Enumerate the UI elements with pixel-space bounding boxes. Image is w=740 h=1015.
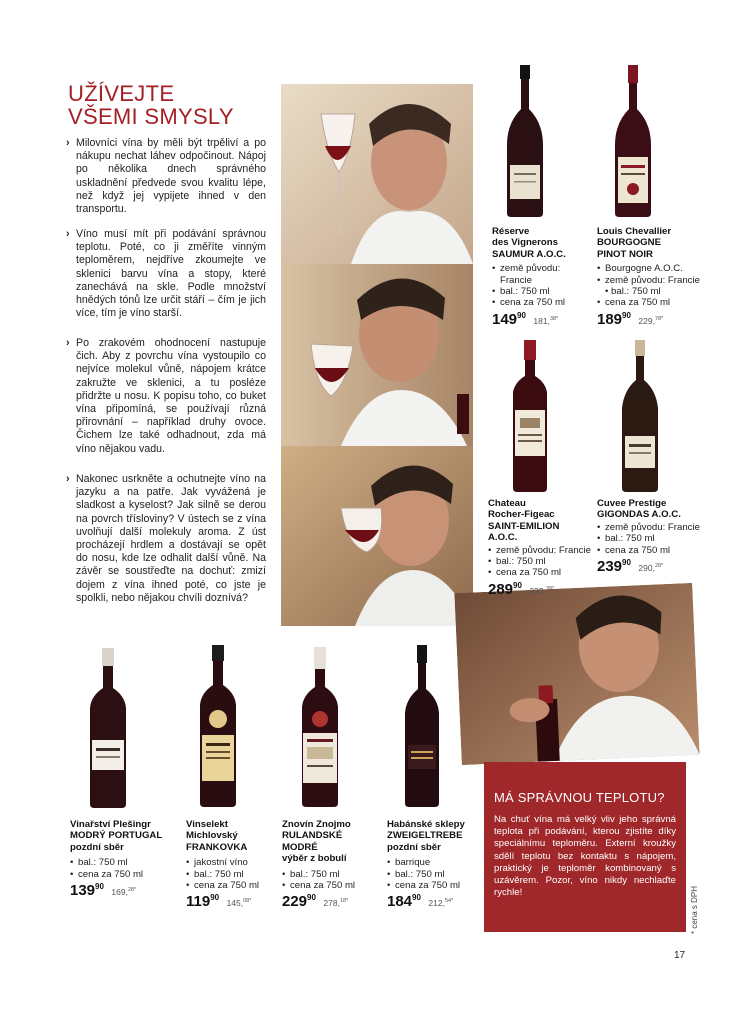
- price-value: 139: [70, 882, 96, 900]
- intro-paragraph: [66, 473, 266, 605]
- product-details: [492, 263, 592, 309]
- price-decimals: 90: [513, 580, 522, 590]
- detail-origin: • země původu: Francie: [488, 545, 592, 556]
- detail-price-unit: • cena za 750 ml: [387, 880, 485, 891]
- arrow-bullet-icon: ›: [66, 337, 70, 349]
- product-name-line: SAINT-EMILION: [488, 520, 560, 532]
- bottle-frankovka: [198, 645, 238, 807]
- bottle-reserve-saumur: [505, 65, 545, 217]
- product-name-line: PINOT NOIR: [597, 248, 653, 260]
- photo-wine-color: [281, 84, 473, 264]
- bottle-rulandske-modre: [300, 647, 340, 807]
- product-name: [597, 226, 701, 260]
- product-name: [70, 819, 180, 853]
- detail-volume: • bal.: 750 ml: [282, 869, 382, 880]
- price-value: 184: [387, 893, 413, 911]
- intro-text: Milovníci vína by měli být trpěliví a po nákupu nechat láhev odpočinout. Nápoj po několika dnech správného uskladnění předvede svou kvalitu lépe, než když jej vypijete ihned v den transportu.: [76, 137, 266, 216]
- intro-text: Po zrakovém ohodnocení nastupuje čich. Aby z povrchu vína vystoupilo co nejvíce molekul vůně, nápojem krátce zakružte ve sklenici, a tu posléze přidržte u nosu. K popisu toho, co buket vína připomíná, se používají různá přirovnání – například druhy ovoce. Čichem lze také odhadnout, zda má víno nějakou vadu.: [76, 337, 266, 455]
- product-name-line: des Vignerons: [492, 237, 558, 249]
- old-price: 169,: [111, 887, 128, 898]
- product-name-line: ZWEIGELTREBE: [387, 830, 463, 842]
- product-details: [488, 545, 592, 579]
- product-name-line: pozdní sběr: [70, 841, 124, 853]
- product-details: [387, 857, 485, 891]
- bottle-zweigeltrebe: [402, 645, 442, 807]
- price-value: 189: [597, 310, 623, 328]
- old-price: 278,: [323, 898, 340, 909]
- product-plesingr: [70, 819, 180, 900]
- product-name: [387, 819, 485, 853]
- temperature-info-box: [484, 762, 686, 932]
- product-name-line: FRANKOVKA: [186, 841, 248, 853]
- intro-text: Víno musí mít při podávání správnou teplotu. Poté, co ji změříte vinným teploměrem, nejdříve zkoumejte ve sklenici barvu vína a stopy, které zanechává na skle. Podle množství hnědých tónů lze určit stáří – čím je jich více, tím je víno starší.: [76, 228, 266, 320]
- price-tag: [282, 893, 382, 911]
- arrow-bullet-icon: ›: [66, 137, 70, 149]
- detail-origin: • země původu: Francie: [597, 522, 701, 533]
- arrow-bullet-icon: ›: [66, 228, 70, 240]
- price-decimals: 90: [622, 310, 631, 320]
- intro-paragraph: [66, 228, 266, 320]
- product-producer: Habánské sklepy: [387, 819, 465, 830]
- old-price-decimals: 38*: [549, 315, 559, 322]
- detail-volume: • bal.: 750 ml: [488, 556, 592, 567]
- price-tag: [492, 311, 592, 329]
- detail-price-unit: • cena za 750 ml: [70, 869, 180, 880]
- product-znovin: [282, 819, 382, 911]
- product-name-line: A.O.C.: [488, 532, 518, 544]
- old-price: 181,: [533, 315, 550, 326]
- intro-paragraph: [66, 137, 266, 216]
- price-value: 229: [282, 893, 308, 911]
- product-name-line: Réserve: [492, 226, 530, 237]
- bottle-gigondas: [620, 340, 660, 492]
- old-price-decimals: 78*: [654, 315, 664, 322]
- product-name: [492, 226, 592, 260]
- product-reserve: [492, 226, 592, 329]
- detail-appellation: • Bourgogne A.O.C.: [597, 263, 701, 274]
- price-value: 239: [597, 558, 623, 576]
- page-heading: [68, 82, 278, 128]
- detail-volume: • bal.: 750 ml: [387, 869, 485, 880]
- product-name-line: Rocher-Figeac: [488, 509, 555, 521]
- temperature-box-heading: MÁ SPRÁVNOU TEPLOTU?: [494, 790, 665, 805]
- price-value: 289: [488, 580, 514, 598]
- price-decimals: 90: [95, 882, 104, 892]
- detail-price-unit: • cena za 750 ml: [488, 567, 592, 578]
- intro-text: Nakonec usrkněte a ochutnejte víno na jazyku a na patře. Jak vyvážená je sladkost a kyselost? Jak silně se derou na povrch třísloviny? V ústech se z vína uvolňují další molekuly aroma. Z úst procházejí hrdlem a dostávají se opět do nosu, kde lze odhalit další vůně. Na závěr se soustřeďte na dochuť: zmizí dojem z vína ihned poté, co jste je spolkli, nebo nějakou chvíli doznívá?: [76, 473, 266, 604]
- detail-volume: • bal.: 750 ml: [492, 286, 592, 297]
- product-name-line: Louis Chevallier: [597, 226, 672, 237]
- detail-origin-volume: • země původu: Francie • bal.: 750 ml: [597, 275, 701, 298]
- old-price-decimals: 54*: [444, 898, 454, 905]
- arrow-bullet-icon: ›: [66, 473, 70, 485]
- price-tag: [488, 581, 592, 599]
- intro-paragraph: [66, 337, 266, 456]
- old-price-decimals: 38*: [545, 585, 555, 592]
- price-decimals: 90: [622, 558, 631, 568]
- vat-footnote: [686, 868, 702, 938]
- price-decimals: 90: [412, 893, 421, 903]
- detail-origin: • země původu: Francie: [492, 263, 592, 286]
- price-value: 149: [492, 310, 518, 328]
- bottle-chateau-rocher-figeac: [510, 340, 550, 492]
- price-decimals: 90: [210, 893, 220, 903]
- product-producer: Vinařství Plešingr: [70, 819, 151, 830]
- price-tag: [597, 311, 701, 329]
- product-details: [186, 857, 282, 891]
- product-chevallier: [597, 226, 701, 329]
- product-name-line: SAUMUR A.O.C.: [492, 248, 566, 260]
- product-details: [597, 263, 701, 309]
- detail-price-unit: • cena za 750 ml: [282, 880, 382, 891]
- product-vinselekt: [186, 819, 282, 911]
- old-price-decimals: 18*: [339, 898, 349, 905]
- product-chateau: [488, 498, 592, 599]
- product-name: [282, 819, 382, 865]
- detail-volume: • bal.: 750 ml: [597, 533, 701, 544]
- bottle-bourgogne-pinot-noir: [613, 65, 653, 217]
- old-price: 229,: [638, 315, 655, 326]
- price-tag: [186, 893, 282, 911]
- old-price: 290,: [638, 563, 655, 574]
- product-name-line: výběr z bobulí: [282, 853, 347, 865]
- product-details: [597, 522, 701, 556]
- product-name-line: Cuvee Prestige: [597, 498, 667, 509]
- old-price: 212,: [428, 898, 445, 909]
- product-name-line: Chateau: [488, 498, 526, 509]
- detail-price-unit: • cena za 750 ml: [492, 297, 592, 308]
- old-price: 145,: [226, 898, 244, 909]
- product-producer: Znovín Znojmo: [282, 819, 351, 830]
- detail-volume: • bal.: 750 ml: [186, 869, 282, 880]
- product-name-line: GIGONDAS A.O.C.: [597, 509, 681, 521]
- page-number: 17: [674, 950, 686, 961]
- product-habanske: [387, 819, 485, 911]
- detail-quality: • jakostní víno: [186, 857, 282, 868]
- price-tag: [70, 882, 180, 900]
- product-producer: Vinselekt: [186, 819, 228, 830]
- photo-opening-bottle: [454, 580, 699, 765]
- product-name-line: BOURGOGNE: [597, 237, 661, 249]
- product-name-line: pozdní sběr: [387, 841, 441, 853]
- price-tag: [597, 558, 701, 576]
- heading-line-1: UŽÍVEJTE: [68, 81, 175, 106]
- detail-volume: • bal.: 750 ml: [70, 857, 180, 868]
- detail-price-unit: • cena za 750 ml: [597, 545, 701, 556]
- price-decimals: 90: [517, 310, 526, 320]
- vat-footnote-text: * cena s DPH: [690, 885, 699, 934]
- detail-barrique: • barrique: [387, 857, 485, 868]
- old-price-decimals: 08*: [243, 898, 252, 905]
- product-name: [186, 819, 282, 853]
- photo-wine-taste: [281, 446, 473, 626]
- detail-price-unit: • cena za 750 ml: [186, 880, 282, 891]
- price-decimals: 90: [307, 893, 316, 903]
- old-price-decimals: 28*: [654, 563, 664, 570]
- old-price: 333,: [529, 585, 546, 596]
- product-name-line: MODRÝ PORTUGAL: [70, 830, 163, 842]
- product-name-line: MODRÉ: [282, 841, 318, 853]
- heading-line-2: VŠEMI SMYSLY: [68, 104, 234, 129]
- price-tag: [387, 893, 485, 911]
- price-value: 119: [186, 893, 211, 911]
- temperature-box-text: Na chuť vína má velký vliv jeho správná teplota při podávání, kterou zjistíte díky speciálnímu teploměru. Externí kroužky sdělí teplotu bez kontaktu s nápojem, praktický je teploměr kombinovaný s uzávěrem. Pozor, víno nikdy nechlaďte rychle!: [494, 814, 676, 899]
- old-price-decimals: 28*: [127, 887, 137, 894]
- product-name-line: Michlovský: [186, 830, 238, 842]
- product-name: [488, 498, 592, 544]
- product-name: [597, 498, 701, 521]
- product-name-line: RULANDSKÉ: [282, 830, 343, 842]
- detail-price-unit: • cena za 750 ml: [597, 297, 701, 308]
- product-details: [70, 857, 180, 880]
- product-gigondas: [597, 498, 701, 576]
- photo-wine-smell: [281, 264, 473, 446]
- bottle-modry-portugal: [88, 648, 128, 808]
- product-details: [282, 869, 382, 892]
